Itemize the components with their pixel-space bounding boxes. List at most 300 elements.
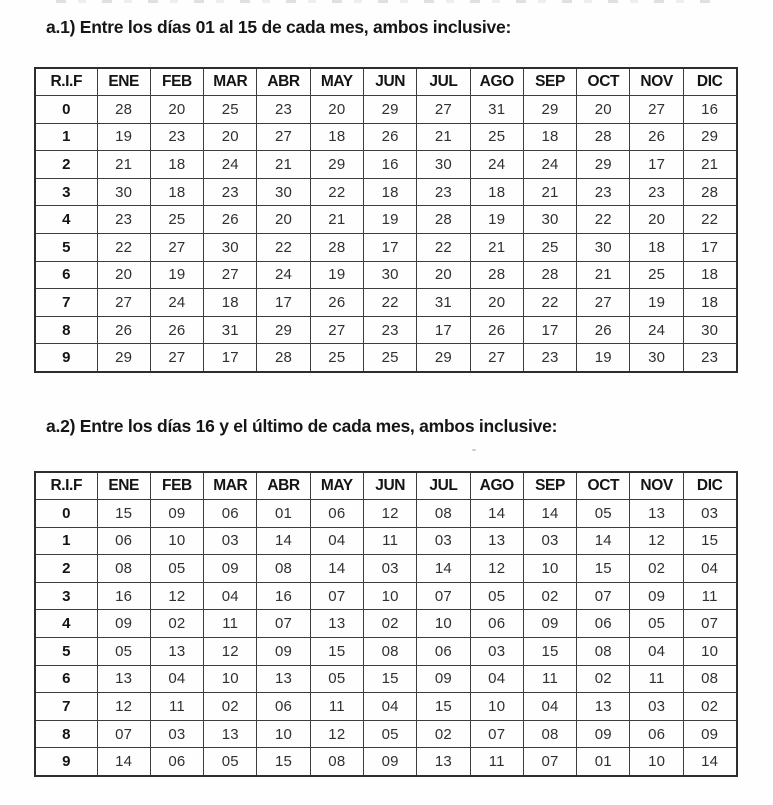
day-cell: 16 xyxy=(97,582,150,610)
column-header-sep: SEP xyxy=(523,472,576,500)
day-cell: 29 xyxy=(310,151,363,179)
day-cell: 11 xyxy=(683,582,736,610)
day-cell: 26 xyxy=(97,316,150,344)
day-cell: 14 xyxy=(523,500,576,528)
day-cell: 28 xyxy=(257,344,310,372)
day-cell: 13 xyxy=(150,638,203,666)
day-cell: 07 xyxy=(257,610,310,638)
day-cell: 18 xyxy=(630,234,683,262)
day-cell: 13 xyxy=(630,500,683,528)
day-cell: 31 xyxy=(417,289,470,317)
day-cell: 02 xyxy=(630,555,683,583)
day-cell: 23 xyxy=(150,123,203,151)
column-header-dic: DIC xyxy=(683,472,736,500)
day-cell: 27 xyxy=(150,344,203,372)
day-cell: 01 xyxy=(257,500,310,528)
day-cell: 28 xyxy=(97,96,150,124)
day-cell: 17 xyxy=(523,316,576,344)
day-cell: 24 xyxy=(150,289,203,317)
table-row xyxy=(35,555,737,583)
day-cell: 26 xyxy=(204,206,257,234)
day-cell: 10 xyxy=(683,638,736,666)
table-row xyxy=(35,665,737,693)
day-cell: 11 xyxy=(523,665,576,693)
rif-row-label: 2 xyxy=(35,555,97,583)
header-row xyxy=(35,472,737,500)
section-a2-heading: a.2) Entre los días 16 y el último de cada mes, ambos inclusive: xyxy=(46,416,558,436)
day-cell: 10 xyxy=(257,720,310,748)
day-cell: 21 xyxy=(257,151,310,179)
day-cell: 11 xyxy=(204,610,257,638)
column-header-nov: NOV xyxy=(630,472,683,500)
rif-row-label: 3 xyxy=(35,178,97,206)
day-cell: 18 xyxy=(523,123,576,151)
day-cell: 27 xyxy=(310,316,363,344)
day-cell: 25 xyxy=(310,344,363,372)
day-cell: 03 xyxy=(470,638,523,666)
day-cell: 17 xyxy=(630,151,683,179)
day-cell: 25 xyxy=(204,96,257,124)
day-cell: 18 xyxy=(204,289,257,317)
column-header-may: MAY xyxy=(310,472,363,500)
column-header-ene: ENE xyxy=(97,68,150,96)
day-cell: 24 xyxy=(470,151,523,179)
day-cell: 21 xyxy=(683,151,736,179)
day-cell: 21 xyxy=(97,151,150,179)
day-cell: 30 xyxy=(363,261,416,289)
day-cell: 24 xyxy=(630,316,683,344)
day-cell: 23 xyxy=(577,178,630,206)
table-row xyxy=(35,582,737,610)
day-cell: 06 xyxy=(577,610,630,638)
table-row xyxy=(35,96,737,124)
day-cell: 26 xyxy=(150,316,203,344)
day-cell: 11 xyxy=(310,693,363,721)
day-cell: 06 xyxy=(204,500,257,528)
day-cell: 12 xyxy=(97,693,150,721)
rif-row-label: 4 xyxy=(35,206,97,234)
day-cell: 14 xyxy=(417,555,470,583)
day-cell: 08 xyxy=(310,748,363,776)
day-cell: 27 xyxy=(150,234,203,262)
day-cell: 28 xyxy=(470,261,523,289)
day-cell: 15 xyxy=(97,500,150,528)
day-cell: 12 xyxy=(363,500,416,528)
day-cell: 20 xyxy=(150,96,203,124)
day-cell: 17 xyxy=(417,316,470,344)
day-cell: 08 xyxy=(683,665,736,693)
day-cell: 12 xyxy=(630,527,683,555)
day-cell: 16 xyxy=(683,96,736,124)
day-cell: 27 xyxy=(97,289,150,317)
table-row xyxy=(35,151,737,179)
day-cell: 06 xyxy=(97,527,150,555)
rif-row-label: 3 xyxy=(35,582,97,610)
day-cell: 01 xyxy=(577,748,630,776)
rif-row-label: 0 xyxy=(35,500,97,528)
day-cell: 17 xyxy=(363,234,416,262)
table-row xyxy=(35,261,737,289)
day-cell: 19 xyxy=(97,123,150,151)
day-cell: 23 xyxy=(630,178,683,206)
day-cell: 18 xyxy=(470,178,523,206)
cut-off-text-remnant xyxy=(56,0,716,3)
column-header-jun: JUN xyxy=(363,68,416,96)
day-cell: 19 xyxy=(630,289,683,317)
day-cell: 09 xyxy=(97,610,150,638)
day-cell: 18 xyxy=(150,151,203,179)
column-header-sep: SEP xyxy=(523,68,576,96)
day-cell: 25 xyxy=(470,123,523,151)
day-cell: 09 xyxy=(523,610,576,638)
column-header-oct: OCT xyxy=(577,472,630,500)
day-cell: 20 xyxy=(470,289,523,317)
table-row xyxy=(35,234,737,262)
day-cell: 08 xyxy=(523,720,576,748)
day-cell: 20 xyxy=(204,123,257,151)
day-cell: 09 xyxy=(577,720,630,748)
rif-row-label: 7 xyxy=(35,693,97,721)
day-cell: 29 xyxy=(523,96,576,124)
day-cell: 15 xyxy=(523,638,576,666)
day-cell: 13 xyxy=(310,610,363,638)
day-cell: 10 xyxy=(417,610,470,638)
rif-table-second-fortnight xyxy=(34,471,738,777)
day-cell: 31 xyxy=(470,96,523,124)
day-cell: 03 xyxy=(683,500,736,528)
day-cell: 19 xyxy=(363,206,416,234)
day-cell: 11 xyxy=(470,748,523,776)
day-cell: 09 xyxy=(363,748,416,776)
table-row xyxy=(35,316,737,344)
day-cell: 07 xyxy=(97,720,150,748)
day-cell: 18 xyxy=(683,289,736,317)
day-cell: 21 xyxy=(577,261,630,289)
day-cell: 05 xyxy=(97,638,150,666)
day-cell: 19 xyxy=(310,261,363,289)
day-cell: 22 xyxy=(310,178,363,206)
day-cell: 10 xyxy=(470,693,523,721)
day-cell: 05 xyxy=(363,720,416,748)
rif-row-label: 8 xyxy=(35,720,97,748)
column-header-rif: R.I.F xyxy=(35,68,97,96)
table-row xyxy=(35,289,737,317)
rif-row-label: 6 xyxy=(35,261,97,289)
column-header-oct: OCT xyxy=(577,68,630,96)
day-cell: 24 xyxy=(257,261,310,289)
rif-row-label: 2 xyxy=(35,151,97,179)
day-cell: 23 xyxy=(523,344,576,372)
day-cell: 04 xyxy=(630,638,683,666)
day-cell: 06 xyxy=(470,610,523,638)
rif-row-label: 7 xyxy=(35,289,97,317)
day-cell: 04 xyxy=(204,582,257,610)
day-cell: 07 xyxy=(683,610,736,638)
day-cell: 19 xyxy=(470,206,523,234)
day-cell: 08 xyxy=(417,500,470,528)
day-cell: 13 xyxy=(257,665,310,693)
day-cell: 26 xyxy=(577,316,630,344)
day-cell: 12 xyxy=(310,720,363,748)
day-cell: 14 xyxy=(310,555,363,583)
table-row xyxy=(35,206,737,234)
day-cell: 13 xyxy=(97,665,150,693)
day-cell: 31 xyxy=(204,316,257,344)
day-cell: 26 xyxy=(310,289,363,317)
day-cell: 27 xyxy=(257,123,310,151)
day-cell: 09 xyxy=(257,638,310,666)
day-cell: 20 xyxy=(417,261,470,289)
column-header-rif: R.I.F xyxy=(35,472,97,500)
day-cell: 29 xyxy=(363,96,416,124)
day-cell: 19 xyxy=(577,344,630,372)
day-cell: 07 xyxy=(523,748,576,776)
column-header-feb: FEB xyxy=(150,68,203,96)
day-cell: 18 xyxy=(310,123,363,151)
day-cell: 05 xyxy=(150,555,203,583)
column-header-ago: AGO xyxy=(470,68,523,96)
column-header-jul: JUL xyxy=(417,68,470,96)
day-cell: 14 xyxy=(577,527,630,555)
day-cell: 03 xyxy=(204,527,257,555)
day-cell: 05 xyxy=(310,665,363,693)
rif-row-label: 9 xyxy=(35,344,97,372)
day-cell: 11 xyxy=(630,665,683,693)
column-header-mar: MAR xyxy=(204,68,257,96)
day-cell: 20 xyxy=(577,96,630,124)
day-cell: 28 xyxy=(310,234,363,262)
day-cell: 13 xyxy=(204,720,257,748)
day-cell: 18 xyxy=(683,261,736,289)
table-row xyxy=(35,748,737,776)
table-row xyxy=(35,500,737,528)
column-header-dic: DIC xyxy=(683,68,736,96)
day-cell: 06 xyxy=(150,748,203,776)
day-cell: 16 xyxy=(363,151,416,179)
day-cell: 21 xyxy=(417,123,470,151)
day-cell: 23 xyxy=(363,316,416,344)
table-row xyxy=(35,344,737,372)
day-cell: 29 xyxy=(417,344,470,372)
day-cell: 11 xyxy=(363,527,416,555)
table-row xyxy=(35,610,737,638)
rif-row-label: 1 xyxy=(35,527,97,555)
column-header-ene: ENE xyxy=(97,472,150,500)
day-cell: 14 xyxy=(97,748,150,776)
day-cell: 06 xyxy=(417,638,470,666)
column-header-feb: FEB xyxy=(150,472,203,500)
day-cell: 02 xyxy=(683,693,736,721)
day-cell: 13 xyxy=(470,527,523,555)
table-row xyxy=(35,123,737,151)
day-cell: 15 xyxy=(363,665,416,693)
column-header-ago: AGO xyxy=(470,472,523,500)
rif-row-label: 6 xyxy=(35,665,97,693)
day-cell: 30 xyxy=(577,234,630,262)
day-cell: 14 xyxy=(470,500,523,528)
day-cell: 27 xyxy=(417,96,470,124)
day-cell: 03 xyxy=(417,527,470,555)
day-cell: 17 xyxy=(257,289,310,317)
day-cell: 15 xyxy=(417,693,470,721)
day-cell: 30 xyxy=(97,178,150,206)
day-cell: 07 xyxy=(310,582,363,610)
day-cell: 15 xyxy=(257,748,310,776)
table-row xyxy=(35,178,737,206)
rif-row-label: 5 xyxy=(35,638,97,666)
day-cell: 13 xyxy=(577,693,630,721)
rif-row-label: 9 xyxy=(35,748,97,776)
day-cell: 03 xyxy=(150,720,203,748)
day-cell: 13 xyxy=(417,748,470,776)
day-cell: 23 xyxy=(683,344,736,372)
column-header-may: MAY xyxy=(310,68,363,96)
day-cell: 23 xyxy=(204,178,257,206)
day-cell: 05 xyxy=(577,500,630,528)
day-cell: 06 xyxy=(310,500,363,528)
day-cell: 30 xyxy=(523,206,576,234)
day-cell: 07 xyxy=(417,582,470,610)
day-cell: 03 xyxy=(630,693,683,721)
day-cell: 04 xyxy=(150,665,203,693)
day-cell: 14 xyxy=(257,527,310,555)
day-cell: 15 xyxy=(310,638,363,666)
column-header-jun: JUN xyxy=(363,472,416,500)
day-cell: 07 xyxy=(470,720,523,748)
column-header-abr: ABR xyxy=(257,472,310,500)
day-cell: 05 xyxy=(630,610,683,638)
day-cell: 27 xyxy=(204,261,257,289)
day-cell: 04 xyxy=(683,555,736,583)
day-cell: 02 xyxy=(417,720,470,748)
day-cell: 03 xyxy=(523,527,576,555)
day-cell: 02 xyxy=(577,665,630,693)
day-cell: 14 xyxy=(683,748,736,776)
day-cell: 10 xyxy=(150,527,203,555)
day-cell: 07 xyxy=(577,582,630,610)
day-cell: 02 xyxy=(150,610,203,638)
day-cell: 25 xyxy=(523,234,576,262)
day-cell: 12 xyxy=(470,555,523,583)
day-cell: 23 xyxy=(417,178,470,206)
rif-row-label: 5 xyxy=(35,234,97,262)
rif-row-label: 8 xyxy=(35,316,97,344)
table-row xyxy=(35,693,737,721)
rif-row-label: 0 xyxy=(35,96,97,124)
day-cell: 27 xyxy=(470,344,523,372)
column-header-nov: NOV xyxy=(630,68,683,96)
table-row xyxy=(35,638,737,666)
day-cell: 05 xyxy=(204,748,257,776)
day-cell: 30 xyxy=(630,344,683,372)
day-cell: 09 xyxy=(150,500,203,528)
day-cell: 04 xyxy=(363,693,416,721)
day-cell: 04 xyxy=(310,527,363,555)
table-row xyxy=(35,527,737,555)
scan-artifact-speck xyxy=(472,449,476,451)
day-cell: 08 xyxy=(97,555,150,583)
day-cell: 19 xyxy=(150,261,203,289)
day-cell: 02 xyxy=(523,582,576,610)
day-cell: 09 xyxy=(630,582,683,610)
day-cell: 05 xyxy=(470,582,523,610)
day-cell: 11 xyxy=(150,693,203,721)
day-cell: 25 xyxy=(363,344,416,372)
day-cell: 30 xyxy=(683,316,736,344)
day-cell: 12 xyxy=(150,582,203,610)
day-cell: 12 xyxy=(204,638,257,666)
day-cell: 20 xyxy=(257,206,310,234)
day-cell: 24 xyxy=(204,151,257,179)
day-cell: 20 xyxy=(630,206,683,234)
day-cell: 28 xyxy=(523,261,576,289)
day-cell: 20 xyxy=(310,96,363,124)
day-cell: 10 xyxy=(204,665,257,693)
day-cell: 08 xyxy=(363,638,416,666)
day-cell: 21 xyxy=(470,234,523,262)
day-cell: 22 xyxy=(257,234,310,262)
day-cell: 27 xyxy=(630,96,683,124)
day-cell: 06 xyxy=(630,720,683,748)
day-cell: 22 xyxy=(363,289,416,317)
day-cell: 29 xyxy=(257,316,310,344)
day-cell: 02 xyxy=(363,610,416,638)
day-cell: 09 xyxy=(417,665,470,693)
day-cell: 29 xyxy=(97,344,150,372)
day-cell: 29 xyxy=(577,151,630,179)
day-cell: 21 xyxy=(523,178,576,206)
day-cell: 09 xyxy=(204,555,257,583)
day-cell: 26 xyxy=(363,123,416,151)
day-cell: 22 xyxy=(97,234,150,262)
day-cell: 10 xyxy=(523,555,576,583)
day-cell: 28 xyxy=(417,206,470,234)
day-cell: 04 xyxy=(470,665,523,693)
rif-row-label: 4 xyxy=(35,610,97,638)
day-cell: 28 xyxy=(577,123,630,151)
day-cell: 25 xyxy=(150,206,203,234)
day-cell: 22 xyxy=(417,234,470,262)
column-header-jul: JUL xyxy=(417,472,470,500)
day-cell: 03 xyxy=(363,555,416,583)
day-cell: 15 xyxy=(577,555,630,583)
day-cell: 08 xyxy=(577,638,630,666)
day-cell: 10 xyxy=(630,748,683,776)
day-cell: 18 xyxy=(363,178,416,206)
day-cell: 28 xyxy=(683,178,736,206)
header-row xyxy=(35,68,737,96)
day-cell: 29 xyxy=(683,123,736,151)
section-a1-heading: a.1) Entre los días 01 al 15 de cada mes, ambos inclusive: xyxy=(46,17,512,37)
day-cell: 30 xyxy=(417,151,470,179)
rif-row-label: 1 xyxy=(35,123,97,151)
day-cell: 08 xyxy=(257,555,310,583)
day-cell: 02 xyxy=(204,693,257,721)
day-cell: 22 xyxy=(577,206,630,234)
day-cell: 16 xyxy=(257,582,310,610)
day-cell: 20 xyxy=(97,261,150,289)
table-row xyxy=(35,720,737,748)
day-cell: 25 xyxy=(630,261,683,289)
day-cell: 30 xyxy=(257,178,310,206)
day-cell: 24 xyxy=(523,151,576,179)
day-cell: 15 xyxy=(683,527,736,555)
day-cell: 30 xyxy=(204,234,257,262)
day-cell: 26 xyxy=(470,316,523,344)
day-cell: 10 xyxy=(363,582,416,610)
column-header-mar: MAR xyxy=(204,472,257,500)
rif-table-first-fortnight xyxy=(34,67,738,373)
